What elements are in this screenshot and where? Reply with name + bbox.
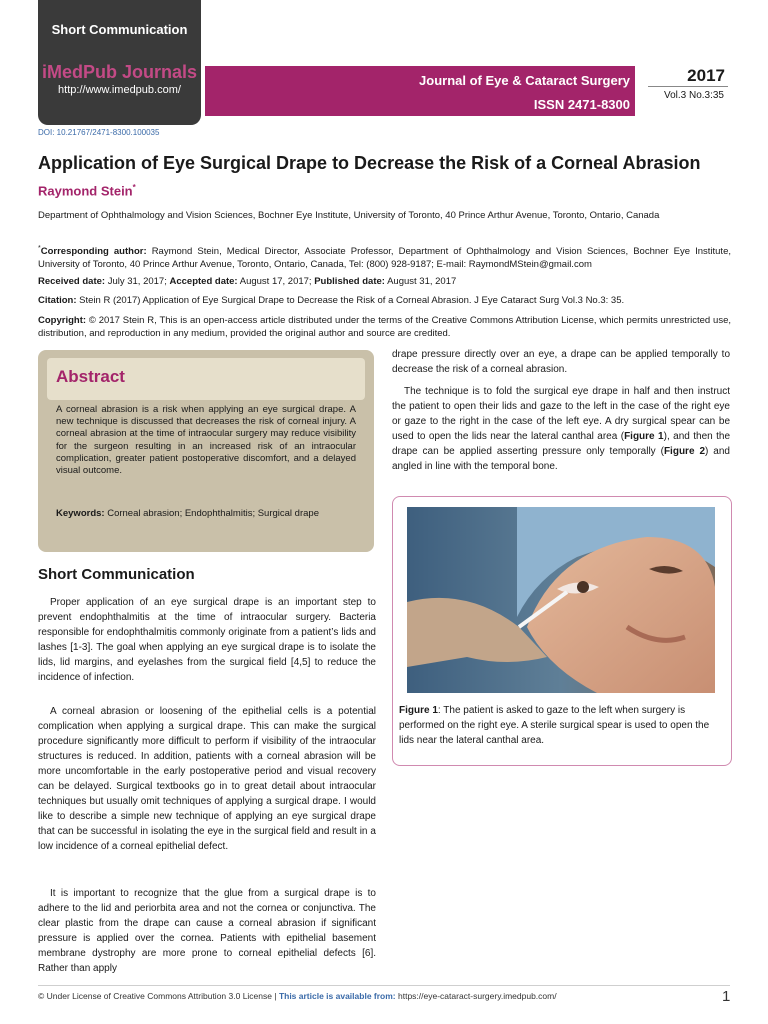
figure-1-ref[interactable]: Figure 1 [624, 431, 664, 442]
footer-license: © Under License of Creative Commons Attribution 3.0 License | This article is available from: https://eye-cataract-surgery.imedpub.com/ [38, 991, 557, 1001]
footer-url[interactable]: https://eye-cataract-surgery.imedpub.com/ [398, 991, 557, 1001]
figure-1-image [407, 507, 715, 693]
body-paragraph-right-1: drape pressure directly over an eye, a drape can be applied temporally to decrease the risk of a corneal abrasion. [392, 349, 730, 375]
year-divider [648, 86, 728, 87]
body-paragraph-1: Proper application of an eye surgical drape is an important step to prevent endophthalmitis at the time of intraocular surgery. Bacteria responsible for endophthalmitis commonly originate from a patient’s lids and lashes [1-3]. The goal when applying an eye surgical drape is to isolate the lids, lid margins, and eyelashes from the surgical field [4,5] to reduce the incidence of infection. [38, 597, 376, 683]
abstract-text: A corneal abrasion is a risk when applying an eye surgical drape. A new technique is discussed that decreases the risk of corneal injury. A corneal abrasion at the time of intraocular surgery may reduce visibility for the surgeon resulting in an increased risk of an intraocular complication, greater patient postoperative discomfort, and a delayed visual outcome. [56, 404, 356, 477]
page-number: 1 [722, 988, 731, 1005]
citation: Citation: Stein R (2017) Application of Eye Surgical Drape to Decrease the Risk of a Corneal Abrasion. J Eye Cataract Surg Vol.3 No.3: 35. [38, 295, 625, 306]
article-title: Application of Eye Surgical Drape to Decrease the Risk of a Corneal Abrasion [38, 153, 701, 173]
affiliation: Department of Ophthalmology and Vision Sciences, Bochner Eye Institute, University of Toronto, 40 Prince Arthur Avenue, Toronto, Ontario, Canada [38, 210, 660, 221]
footer-divider [38, 985, 730, 986]
author-name[interactable]: Raymond Stein* [38, 183, 136, 199]
journal-name: Journal of Eye & Cataract Surgery [419, 73, 630, 88]
publisher-logo: iMedPub Journals [41, 62, 198, 82]
journal-issn: ISSN 2471-8300 [533, 97, 630, 112]
article-type-label: Short Communication [51, 22, 188, 37]
abstract-heading: Abstract [56, 367, 125, 386]
doi-link[interactable]: DOI: 10.21767/2471-8300.100035 [38, 128, 160, 137]
figure-caption: Figure 1: The patient is asked to gaze to the left when surgery is performed on the right eye. A sterile surgical spear is used to open the lids near the lateral canthal area. [399, 705, 710, 746]
publisher-url[interactable]: http://www.imedpub.com/ [58, 84, 181, 96]
body-paragraph-3: It is important to recognize that the glue from a surgical drape is to adhere to the lid and periorbita area and not the cornea or conjunctiva. The clear plastic from the drape can cause a corneal abrasion if significant pressure is applied over the cornea. Patients with epithelial basement membrane dystrophy are more prone to corneal epithelial defects [6]. Rather than apply [38, 888, 376, 974]
figure-2-ref[interactable]: Figure 2 [663, 446, 706, 457]
dates: Received date: July 31, 2017; Accepted date: August 17, 2017; Published date: August 31, 2017 [38, 276, 457, 287]
keywords: Keywords: Corneal abrasion; Endophthalmitis; Surgical drape [56, 508, 319, 519]
section-heading: Short Communication [38, 566, 195, 583]
publication-year: 2017 [687, 66, 725, 85]
corresponding-author: *Corresponding author: Raymond Stein, Medical Director, Associate Professor, Department of Ophthalmology and Vision Sciences, Bochner Eye Institute, University of Toronto, 40 Prince Arthur Avenue, Toronto, Ontario, Canada, Tel: (800) 928-9187; E-mail: RaymondMStein@gmail.com [38, 245, 731, 271]
body-paragraph-right-2: The technique is to fold the surgical eye drape in half and then instruct the patient to open their lids and gaze to the left in the case of the right eye or gaze to the right in the case of the left eye. A dry surgical spear can be used to open the lids near the lateral canthal area (Figure 1), and then the drape can be applied asserting pressure only temporally (Figure 2) and angled in line with the temporal bone. [392, 386, 731, 472]
volume-info: Vol.3 No.3:35 [663, 90, 724, 101]
copyright: Copyright: © 2017 Stein R, This is an open-access article distributed under the terms of the Creative Commons Attribution License, which permits unrestricted use, distribution, and reproduction in any medium, provided the original author and source are credited. [38, 315, 731, 339]
body-paragraph-2: A corneal abrasion or loosening of the epithelial cells is a potential complication when applying a surgical drape. This can make the surgical procedure significantly more difficult to perform if visibility of the intraocular structures is reduced. In addition, patients with a corneal abrasion will be more uncomfortable in the early postoperative period and visual recovery can be delayed. Surgical textbooks go in to great detail about intraocular techniques but usually omit techniques of applying a surgical drape. I would like to describe a simple new technique of applying an eye surgical drape that can be successful in isolating the eye in the surgical field and result in a low incidence of a corneal epithelial defect. [38, 706, 376, 852]
